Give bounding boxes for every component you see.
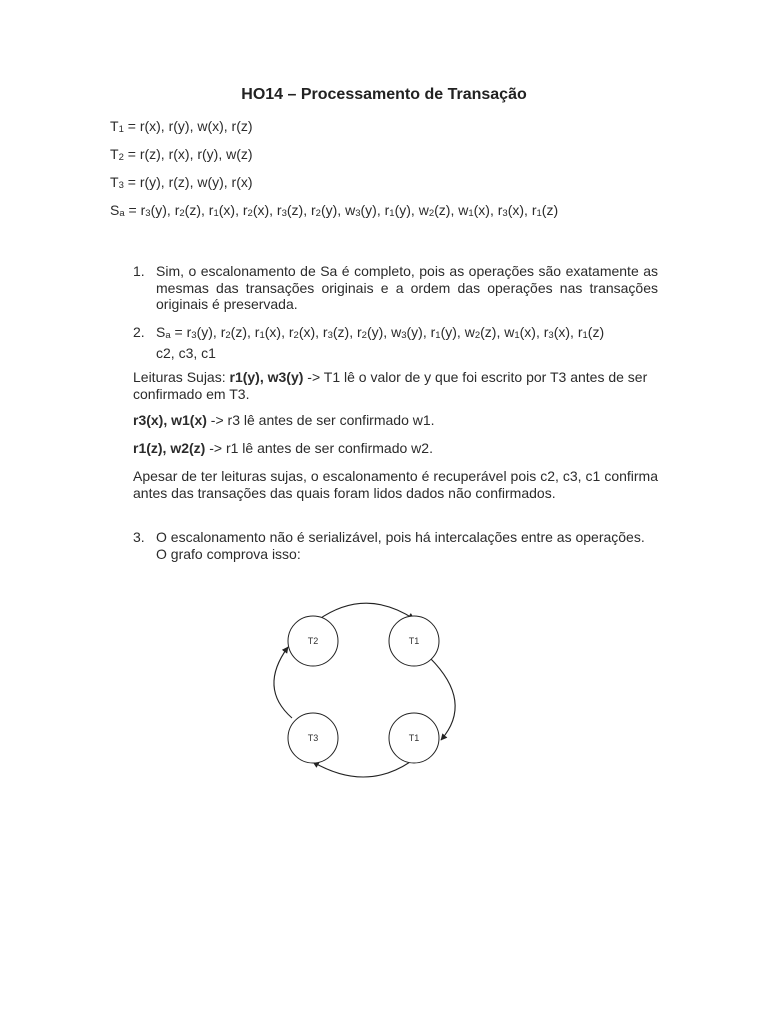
answer-item-2: 2. Sa = r3(y), r2(z), r1(x), r2(x), r3(z), r2(y), w3(y), r1(y), w2(z), w1(x), r3(x), r1(z) c2, c3, c1 [133,324,605,361]
answer-item-1: 1. Sim, o escalonamento de Sa é completo, pois as operações são exatamente as mesmas das transações originais e a ordem das operações nas transações originais é preservada. [133,263,658,312]
schedule-op: r1(z) [577,324,605,341]
node-label: T2 [307,636,319,646]
schedule-op: r2(x) [288,324,316,341]
schedule-op: r2(y) [357,324,384,341]
schedule-op: r2(x) [242,202,270,219]
schedule-op: r3(x) [497,202,525,219]
graph-node-bottom-right [389,713,439,763]
schedule-op: r3(y) [186,324,213,341]
schedule-op: r3(z) [276,202,304,219]
edge-t3-to-t2 [274,647,292,718]
schedule-op: w2(z) [464,324,497,341]
schedule-op: w3(y) [345,202,377,219]
schedule-op: w3(y) [391,324,423,341]
transaction-t2: T2 = r(z), r(x), r(y), w(z) [110,146,253,163]
graph-node-bottom-left [288,713,338,763]
transaction-t1: T1 = r(x), r(y), w(x), r(z) [110,118,253,135]
dirty-reads-paragraph: Leituras Sujas: r1(y), w3(y) -> T1 lê o valor de y que foi escrito por T3 antes de ser confirmado em T3. [133,369,648,402]
graph-node-top-left [288,616,338,666]
schedule-op: r3(z) [322,324,350,341]
schedule-op: w1(x) [504,324,536,341]
schedule-operations: r3(y), r2(z), r1(x), r2(x), r3(z), r2(y), w3(y), r1(y), w2(z), w1(x), r3(x), r1(z) [140,202,559,219]
edge-t1-to-t3 [313,762,410,777]
graph-node-top-right [389,616,439,666]
schedule-op: r3(y) [140,202,167,219]
edge-t2-to-t1 [318,603,414,620]
schedule-op: w2(z) [418,202,451,219]
page-title: HO14 – Processamento de Transação [241,86,527,103]
schedule-op: r3(x) [543,324,571,341]
node-label: T1 [408,733,420,743]
schedule-op: w1(x) [458,202,490,219]
schedule-op: r1(z) [531,202,559,219]
dirty-read-2: r3(x), w1(x) -> r3 lê antes de ser confirmado w1. [133,412,435,428]
schedule-sa: Sa = r3(y), r2(z), r1(x), r2(x), r3(z), r2(y), w3(y), r1(y), w2(z), w1(x), r3(x), r1(z) [110,202,559,219]
answer-item-3: 3. O escalonamento não é serializável, pois há intercalações entre as operações. O grafo comprova isso: [133,529,645,562]
schedule-op: r2(y) [311,202,338,219]
recoverable-paragraph: Apesar de ter leituras sujas, o escalonamento é recuperável pois c2, c3, c1 confirma antes das transações das quais foram lidos dados não confirmados. [133,468,658,501]
node-label: T3 [307,733,319,743]
node-label: T1 [408,636,420,646]
schedule-op: r1(x) [254,324,282,341]
schedule-op: r1(y) [384,202,411,219]
schedule-op: r1(x) [208,202,236,219]
schedule-op: r1(y) [430,324,457,341]
schedule-op: r2(z) [174,202,201,219]
schedule-op: r2(z) [220,324,247,341]
schedule-operations-repeat: r3(y), r2(z), r1(x), r2(x), r3(z), r2(y), w3(y), r1(y), w2(z), w1(x), r3(x), r1(z) [186,324,605,341]
transaction-t3: T3 = r(y), r(z), w(y), r(x) [110,174,253,191]
dirty-read-3: r1(z), w2(z) -> r1 lê antes de ser confirmado w2. [133,440,433,456]
